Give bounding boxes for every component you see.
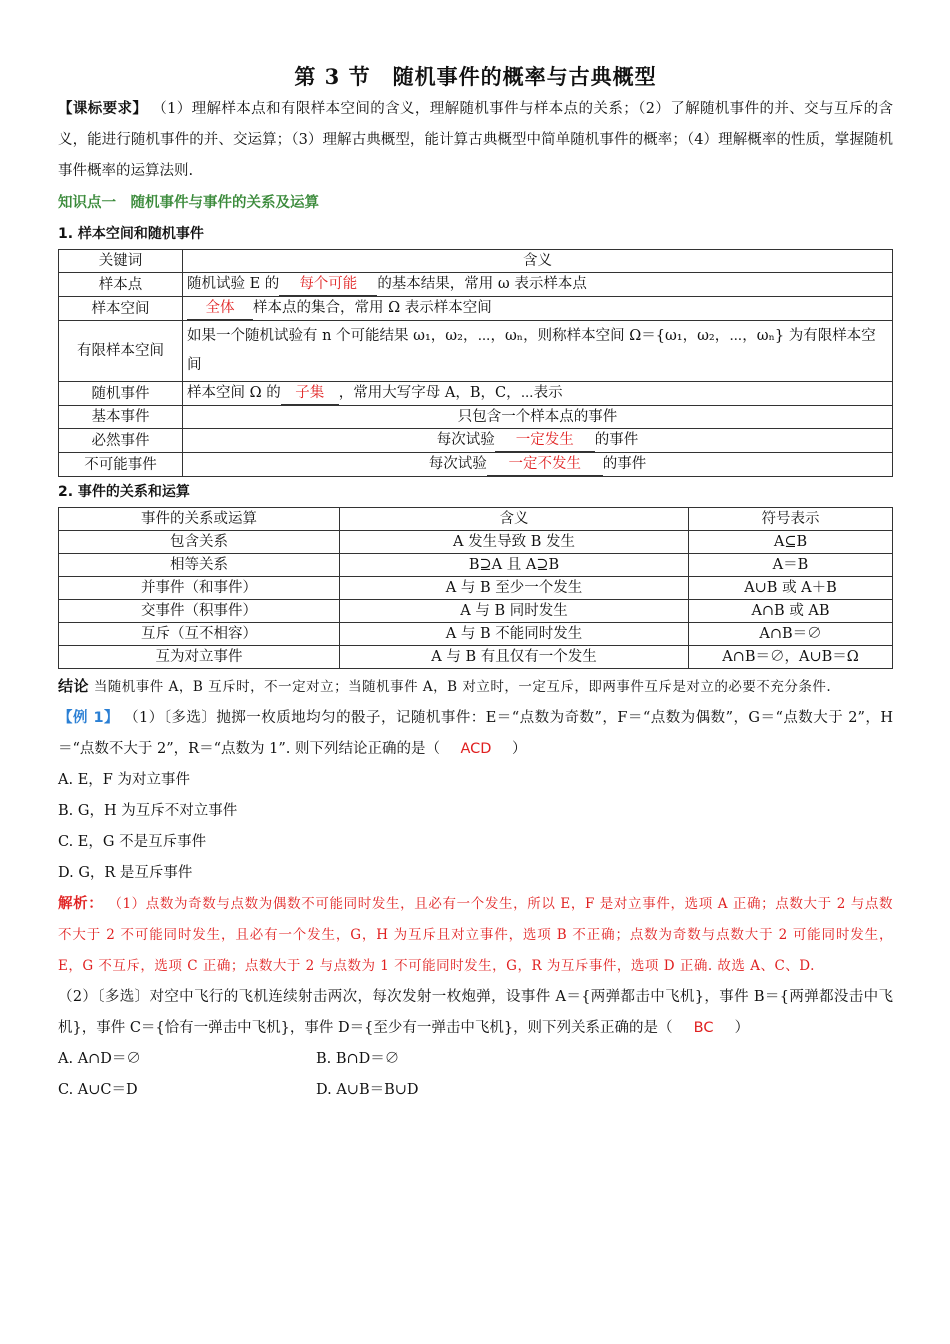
relation-cell: 包含关系 <box>59 531 340 554</box>
answer-blank: 一定不发生 <box>487 453 603 476</box>
question-text: （2）〔多选〕对空中飞行的飞机连续射击两次，每次发射一枚炮弹，设事件 A＝{两弹都击中飞机}，事件 B＝{两弹都没击中飞机}，事件 C＝{恰有一弹击中飞机}，事件 D＝{至少有一弹击中飞机}，则下列关系正确的是（ <box>58 989 893 1036</box>
relation-cell: 相等关系 <box>59 554 340 577</box>
symbol-cell: A∩B 或 AB <box>689 600 893 623</box>
question-text: （1）〔多选〕抛掷一枚质地均匀的骰子，记随机事件：E＝“点数为奇数”，F＝“点数为偶数”，G＝“点数大于 2”，H＝“点数不大于 2”，R＝“点数为 1”. 则下列结论正确的是（ <box>58 710 893 757</box>
option-item: B. B∩D＝∅ <box>316 1051 400 1067</box>
meaning-cell: A 与 B 不能同时发生 <box>340 623 689 646</box>
table-row <box>59 429 893 453</box>
option-row <box>58 1075 893 1106</box>
table-header-row <box>59 508 893 531</box>
option-item: C. A∪C＝D <box>58 1082 138 1098</box>
row-meaning: 每次试验 一定发生 的事件 <box>183 429 893 453</box>
event-relations-table <box>58 507 893 669</box>
meaning-cell: A 与 B 同时发生 <box>340 600 689 623</box>
document-page <box>58 60 893 1106</box>
symbol-cell: A＝B <box>689 554 893 577</box>
symbol-cell: A∩B＝∅ <box>689 623 893 646</box>
row-meaning: 每次试验 一定不发生 的事件 <box>183 453 893 477</box>
header-symbol: 符号表示 <box>689 508 893 531</box>
table-row <box>59 554 893 577</box>
answer-text: BC <box>693 1020 714 1036</box>
header-keyword: 关键词 <box>59 250 183 273</box>
row-keyword: 样本点 <box>59 273 183 297</box>
conclusion-paragraph <box>58 671 893 703</box>
requirements-label: 【课标要求】 <box>58 101 148 117</box>
knowledge-heading: 知识点一 随机事件与事件的关系及运算 <box>58 195 319 211</box>
section2-heading: 2. 事件的关系和运算 <box>58 484 190 500</box>
table-row <box>59 577 893 600</box>
table-row <box>59 623 893 646</box>
option-row <box>58 1044 893 1075</box>
meaning-cell: B⊇A 且 A⊇B <box>340 554 689 577</box>
meaning-cell: A 与 B 至少一个发生 <box>340 577 689 600</box>
conclusion-label: 结论 <box>58 677 90 695</box>
table-header-row <box>59 250 893 273</box>
analysis-paragraph <box>58 889 893 982</box>
meaning-cell: A 与 B 有且仅有一个发生 <box>340 646 689 669</box>
table-row <box>59 531 893 554</box>
answer-blank: 全体 <box>187 297 253 320</box>
header-meaning: 含义 <box>183 250 893 273</box>
row-keyword: 随机事件 <box>59 382 183 406</box>
example1-question2: （2）〔多选〕对空中飞行的飞机连续射击两次，每次发射一枚炮弹，设事件 A＝{两弹都击中飞机}，事件 B＝{两弹都没击中飞机}，事件 C＝{恰有一弹击中飞机}，事件 D＝{至少有一弹击中飞机}，则下列关系正确的是（ BC ） <box>58 982 893 1044</box>
table-row <box>59 297 893 321</box>
symbol-cell: A⊆B <box>689 531 893 554</box>
table-row <box>59 646 893 669</box>
table-row <box>59 273 893 297</box>
example-label: 【例 1】 <box>58 710 119 726</box>
relation-cell: 互为对立事件 <box>59 646 340 669</box>
option-item: D. A∪B＝B∪D <box>316 1082 419 1098</box>
option-item: D. G，R 是互斥事件 <box>58 865 193 881</box>
requirements-text: （1）理解样本点和有限样本空间的含义，理解随机事件与样本点的关系；（2）了解随机事件的并、交与互斥的含义，能进行随机事件的并、交运算；（3）理解古典概型，能计算古典概型中简单随机事件的概率；（4）理解概率的性质，掌握随机事件概率的运算法则. <box>58 101 894 179</box>
header-meaning: 含义 <box>340 508 689 531</box>
row-meaning: 样本空间 Ω 的 子集 ，常用大写字母 A，B，C，⋯表示 <box>183 382 893 406</box>
table-row <box>59 453 893 477</box>
analysis-text: （1）点数为奇数与点数为偶数不可能同时发生，且必有一个发生，所以 E，F 是对立事件，选项 A 正确；点数大于 2 与点数不大于 2 不可能同时发生，且必有一个发生，G，H 为互斥且对立事件，选项 B 不正确；点数为奇数与点数大于 2 可能同时发生，E，G 不互斥，选项 C 正确；点数大于 2 与点数为 1 不可能同时发生，G，R 为互斥事件，选项 D 正确. 故选 A、C、D. <box>58 896 893 974</box>
row-keyword: 样本空间 <box>59 297 183 321</box>
row-meaning: 如果一个随机试验有 n 个可能结果 ω₁，ω₂，⋯，ωₙ，则称样本空间 Ω＝{ω₁，ω₂，⋯，ωₙ} 为有限样本空间 <box>183 321 893 382</box>
row-keyword: 有限样本空间 <box>59 321 183 382</box>
relation-cell: 并事件（和事件） <box>59 577 340 600</box>
answer-text: ACD <box>460 741 492 757</box>
answer-blank: 一定发生 <box>495 429 595 452</box>
meaning-cell: A 发生导致 B 发生 <box>340 531 689 554</box>
row-keyword: 必然事件 <box>59 429 183 453</box>
page-title: 第 3 节 随机事件的概率与古典概型 <box>294 64 657 89</box>
option-item: A. E，F 为对立事件 <box>58 772 190 788</box>
row-meaning: 全体 样本点的集合，常用 Ω 表示样本空间 <box>183 297 893 321</box>
symbol-cell: A∪B 或 A＋B <box>689 577 893 600</box>
example1-question1: 【例 1】 （1）〔多选〕抛掷一枚质地均匀的骰子，记随机事件：E＝“点数为奇数”，F＝“点数为偶数”，G＝“点数大于 2”，H＝“点数不大于 2”，R＝“点数为 1”. 则下列结论正确的是（ ACD ） <box>58 703 893 765</box>
option-item: A. A∩D＝∅ <box>58 1051 141 1067</box>
section1-heading: 1. 样本空间和随机事件 <box>58 226 204 242</box>
option-item: B. G，H 为互斥不对立事件 <box>58 803 238 819</box>
row-meaning: 随机试验 E 的 每个可能 的基本结果，常用 ω 表示样本点 <box>183 273 893 297</box>
relation-cell: 交事件（积事件） <box>59 600 340 623</box>
relation-cell: 互斥（互不相容） <box>59 623 340 646</box>
answer-blank: 每个可能 <box>279 273 377 296</box>
row-keyword: 基本事件 <box>59 406 183 429</box>
row-meaning: 只包含一个样本点的事件 <box>183 406 893 429</box>
analysis-label: 解析： <box>58 896 104 912</box>
header-relation: 事件的关系或运算 <box>59 508 340 531</box>
table-row <box>59 600 893 623</box>
row-keyword: 不可能事件 <box>59 453 183 477</box>
table-row <box>59 382 893 406</box>
sample-space-table <box>58 249 893 477</box>
table-row <box>59 321 893 382</box>
table-row <box>59 406 893 429</box>
symbol-cell: A∩B＝∅，A∪B＝Ω <box>689 646 893 669</box>
conclusion-text: 当随机事件 A，B 互斥时，不一定对立；当随机事件 A，B 对立时，一定互斥，即两事件互斥是对立的必要不充分条件. <box>93 679 832 695</box>
requirements-paragraph <box>58 94 893 187</box>
option-item: C. E，G 不是互斥事件 <box>58 834 207 850</box>
answer-blank: 子集 <box>281 382 339 405</box>
